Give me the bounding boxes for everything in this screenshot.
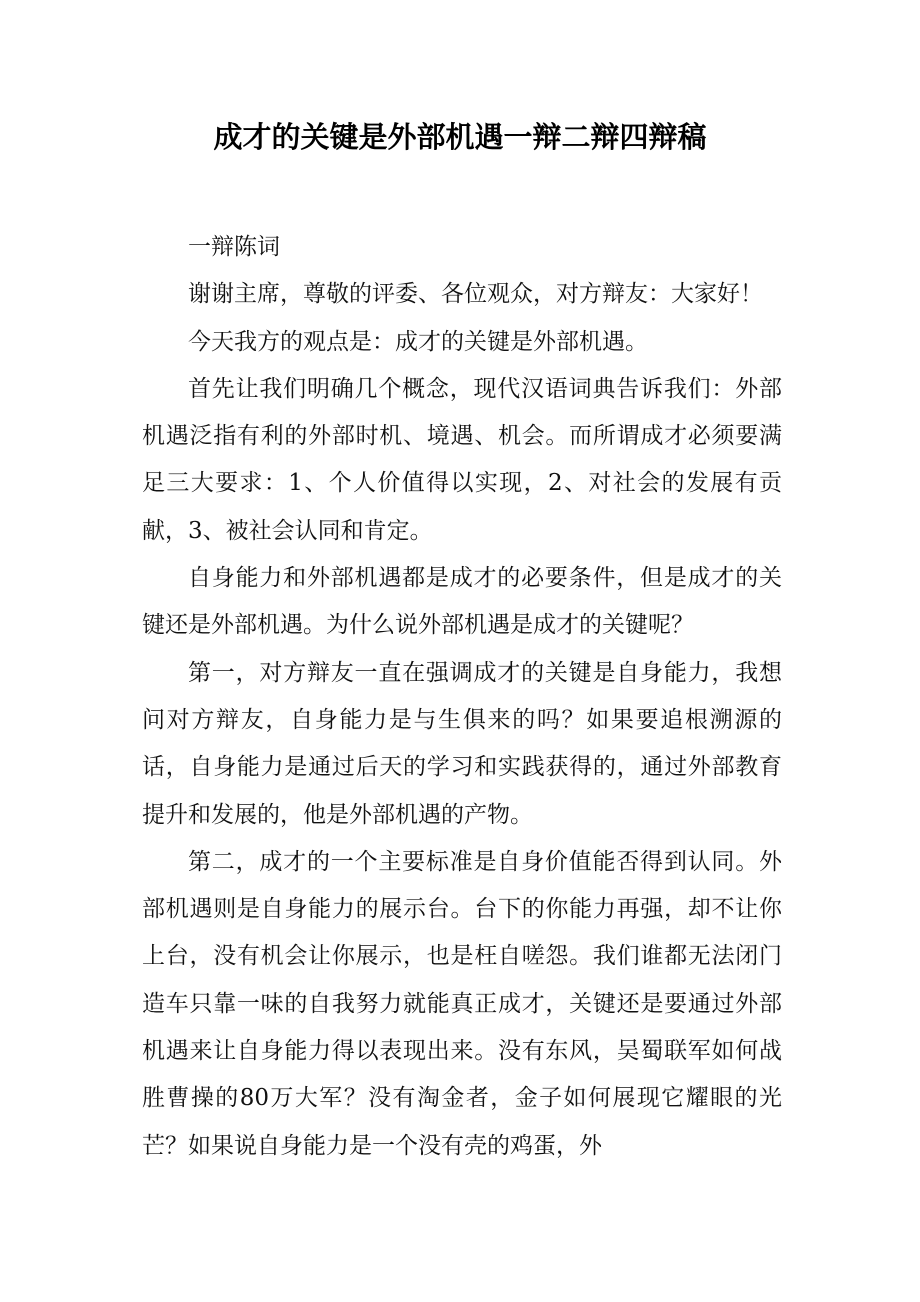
paragraph-greeting: 谢谢主席，尊敬的评委、各位观众，对方辩友：大家好！ — [188, 281, 763, 308]
paragraph-point-two: 第二，成才的一个主要标准是自身价值能否得到认同。外部机遇则是自身能力的展示台。台下的你能力再强，却不让你上台，没有机会让你展示，也是枉自嗟怨。我们谁都无法闭门造车只靠一味的自我努力就能真正成才，关键还是要通过外部机遇来让自身能力得以表现出来。没有东风，吴蜀联军如何战胜曹操的80万大军？没有淘金者，金子如何展现它耀眼的光芒？如果说自身能力是一个没有壳的鸡蛋，外 — [142, 848, 782, 1159]
paragraph-position: 今天我方的观点是：成才的关键是外部机遇。 — [188, 328, 648, 355]
paragraph-point-one: 第一，对方辩友一直在强调成才的关键是自身能力，我想问对方辩友，自身能力是与生俱来的吗？如果要追根溯源的话，自身能力是通过后天的学习和实践获得的，通过外部教育提升和发展的，他是外部机遇的产物。 — [142, 659, 782, 828]
paragraph-definitions: 首先让我们明确几个概念，现代汉语词典告诉我们：外部机遇泛指有利的外部时机、境遇、机会。而所谓成才必须要满足三大要求：1、个人价值得以实现，2、对社会的发展有贡献，3、被社会认同和肯定。 — [142, 375, 782, 544]
document-body — [142, 224, 782, 1170]
paragraph-thesis: 自身能力和外部机遇都是成才的必要条件，但是成才的关键还是外部机遇。为什么说外部机遇是成才的关键呢？ — [142, 565, 782, 639]
section-heading: 一辩陈词 — [188, 234, 280, 260]
document-title: 成才的关键是外部机遇一辩二辩四辩稿 — [213, 120, 707, 154]
